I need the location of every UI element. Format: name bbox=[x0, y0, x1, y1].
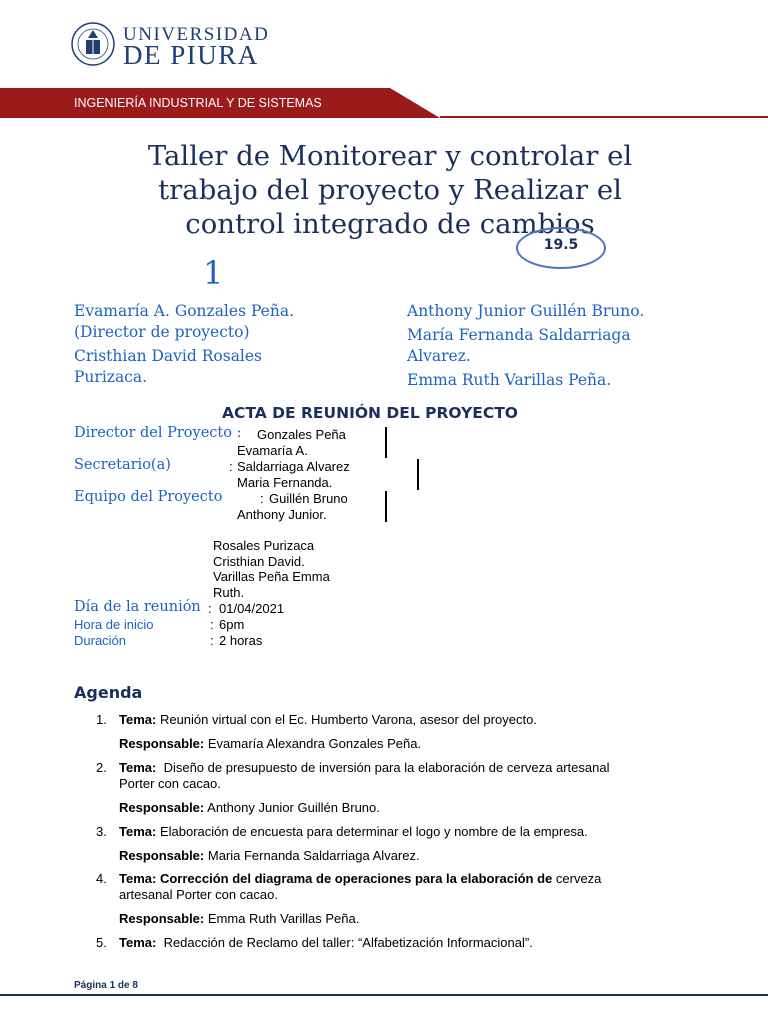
tema-text-bold: Corrección del diagrama de operaciones para la elaboración de bbox=[159, 871, 553, 886]
hora-value: 6pm bbox=[219, 617, 245, 632]
author-role: (Director de proyecto) bbox=[74, 323, 250, 341]
author-name: Purizaca. bbox=[74, 368, 148, 386]
agenda-heading: Agenda bbox=[74, 683, 143, 702]
dia-value: 01/04/2021 bbox=[219, 601, 285, 616]
equipo-member-block bbox=[213, 538, 330, 600]
page-number: Página 1 de 8 bbox=[74, 980, 138, 991]
tema-text: Elaboración de encuesta para determinar el logo y nombre de la empresa. bbox=[159, 824, 588, 839]
responsable-text: Anthony Junior Guillén Bruno. bbox=[207, 800, 380, 815]
tema-label: Tema: bbox=[119, 760, 157, 775]
agenda-item-tema bbox=[119, 871, 669, 903]
secretario-value-line1: Saldarriaga Alvarez bbox=[237, 459, 350, 474]
hora-colon: : bbox=[210, 617, 214, 632]
agenda-item-number: 4. bbox=[96, 871, 107, 886]
author-name: Cristhian David Rosales bbox=[74, 347, 263, 365]
equipo-colon: : bbox=[260, 491, 264, 506]
author-name: Evamaría A. Gonzales Peña. bbox=[74, 302, 295, 320]
secretario-label: Secretario(a) bbox=[74, 457, 171, 473]
director-value-line2: Evamaría A. bbox=[237, 443, 308, 458]
title-line: Taller de Monitorear y controlar el bbox=[147, 140, 633, 172]
agenda-item-responsable bbox=[119, 800, 380, 816]
agenda-item-number: 1. bbox=[96, 712, 107, 727]
tema-label: Tema: bbox=[119, 935, 157, 950]
author-name: Emma Ruth Varillas Peña. bbox=[407, 371, 612, 389]
author-list-left bbox=[74, 301, 294, 388]
agenda-item-responsable bbox=[119, 911, 359, 927]
dia-colon: : bbox=[208, 601, 212, 616]
agenda-item-tema bbox=[119, 712, 537, 728]
equipo-member-line: Rosales Purizaca bbox=[213, 538, 315, 553]
tema-text: Porter con cacao. bbox=[119, 776, 221, 791]
responsable-label: Responsable: bbox=[119, 736, 205, 751]
footer-rule bbox=[0, 994, 768, 996]
equipo-member-line: Cristhian David. bbox=[213, 553, 305, 569]
title-line: trabajo del proyecto y Realizar el bbox=[158, 174, 622, 206]
dia-label: Día de la reunión bbox=[74, 599, 201, 615]
university-name-line1: UNIVERSIDAD bbox=[123, 24, 270, 45]
duracion-value: 2 horas bbox=[219, 633, 263, 648]
author-name: Anthony Junior Guillén Bruno. bbox=[407, 302, 645, 320]
secretario-value-line2: Maria Fernanda. bbox=[237, 475, 333, 490]
tema-label: Tema: bbox=[119, 824, 157, 839]
vertical-rule bbox=[417, 459, 419, 490]
secretario-colon: : bbox=[229, 459, 233, 474]
tema-text: Redacción de Reclamo del taller: “Alfabetización Informacional”. bbox=[163, 935, 533, 950]
agenda-item-tema bbox=[119, 935, 533, 951]
acta-title: ACTA DE REUNIÓN DEL PROYECTO bbox=[222, 404, 518, 422]
agenda-item-tema bbox=[119, 760, 669, 792]
agenda-item-tema bbox=[119, 824, 588, 840]
agenda-item-responsable bbox=[119, 736, 421, 752]
group-number: 1 bbox=[203, 254, 224, 292]
equipo-member-line: Ruth. bbox=[213, 584, 245, 600]
tema-label: Tema: bbox=[119, 712, 157, 727]
responsable-text: Emma Ruth Varillas Peña. bbox=[207, 911, 360, 926]
author-list-right bbox=[407, 301, 644, 391]
agenda-item-responsable bbox=[119, 848, 420, 864]
duracion-colon: : bbox=[210, 633, 214, 648]
hora-label: Hora de inicio bbox=[74, 617, 154, 632]
agenda-item-number: 5. bbox=[96, 935, 107, 950]
responsable-label: Responsable: bbox=[119, 848, 205, 863]
author-name: María Fernanda Saldarriaga bbox=[407, 326, 631, 344]
university-seal-icon bbox=[70, 14, 116, 74]
responsable-text: Maria Fernanda Saldarriaga Alvarez. bbox=[207, 848, 420, 863]
equipo-member-line: Anthony Junior. bbox=[237, 507, 327, 522]
faculty-name: INGENIERÍA INDUSTRIAL Y DE SISTEMAS bbox=[74, 96, 322, 110]
document-title bbox=[40, 139, 740, 241]
responsable-text: Evamaría Alexandra Gonzales Peña. bbox=[207, 736, 422, 751]
responsable-label: Responsable: bbox=[119, 800, 205, 815]
equipo-member-line: Guillén Bruno bbox=[269, 491, 348, 506]
vertical-rule bbox=[385, 491, 387, 522]
equipo-member-line: Varillas Peña Emma bbox=[213, 569, 330, 584]
responsable-label: Responsable: bbox=[119, 911, 205, 926]
tema-text: Diseño de presupuesto de inversión para la elaboración de cerveza artesanal bbox=[163, 760, 610, 775]
title-line: control integrado de cambios bbox=[185, 208, 595, 240]
tema-text: cerveza bbox=[555, 871, 602, 886]
equipo-label: Equipo del Proyecto bbox=[74, 489, 223, 505]
duracion-label: Duración bbox=[74, 633, 127, 648]
university-name-line2: DE PIURA bbox=[123, 40, 259, 70]
author-name: Alvarez. bbox=[407, 347, 471, 365]
agenda-item-number: 3. bbox=[96, 824, 107, 839]
tema-text: Reunión virtual con el Ec. Humberto Varona, asesor del proyecto. bbox=[159, 712, 537, 727]
vertical-rule bbox=[385, 427, 387, 458]
tema-label: Tema: bbox=[119, 871, 157, 886]
director-value-line: Gonzales Peña bbox=[257, 427, 346, 442]
grade-annotation: 19.5 bbox=[543, 237, 579, 253]
director-label: Director del Proyecto : bbox=[74, 425, 242, 441]
agenda-item-number: 2. bbox=[96, 760, 107, 775]
tema-text: artesanal Porter con cacao. bbox=[119, 887, 278, 902]
